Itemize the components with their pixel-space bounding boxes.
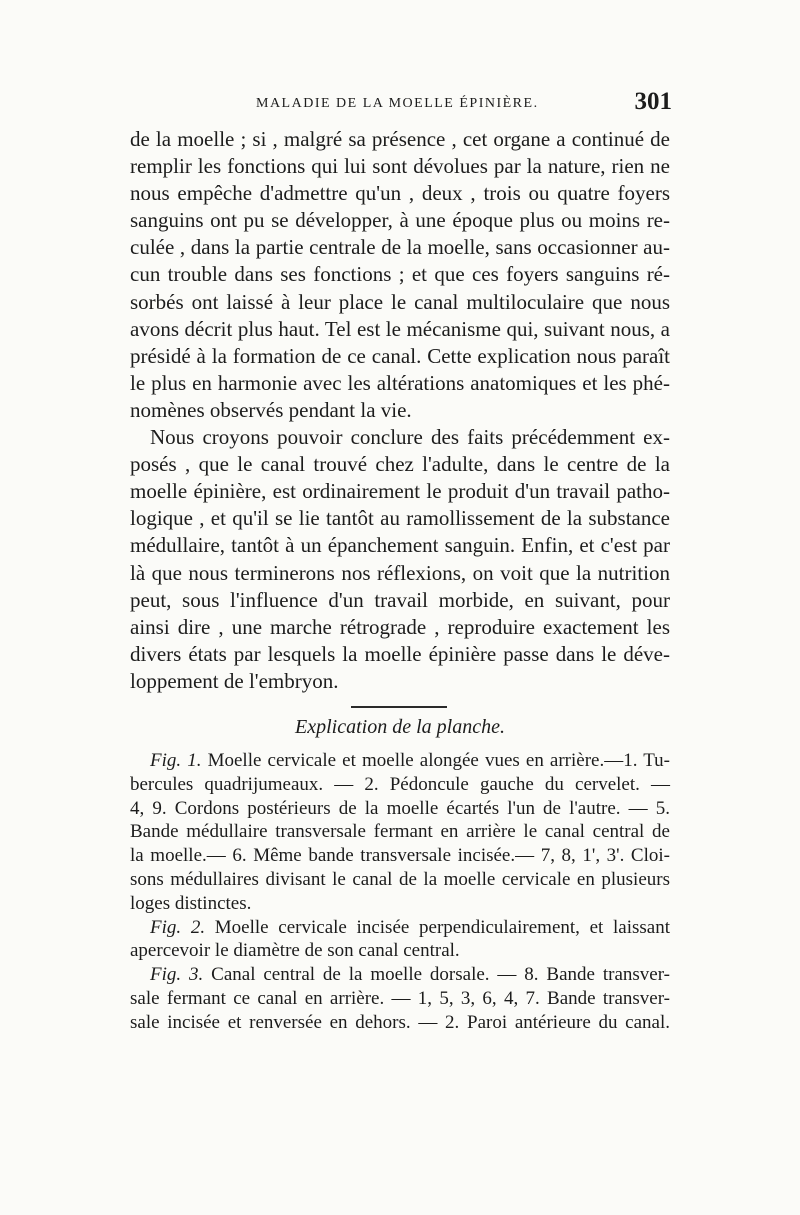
text-line: remplir les fonctions qui lui sont dévolues par la nature, rien ne bbox=[130, 154, 670, 179]
text-line: sorbés ont laissé à leur place le canal multiloculaire que nous bbox=[130, 289, 670, 314]
text-line: le plus en harmonie avec les altérations anatomiques et les phé- bbox=[130, 370, 670, 395]
caption-text: Moelle cervicale incisée perpendiculairement, et laissant bbox=[205, 916, 671, 938]
text-line: posés , que le canal trouvé chez l'adulte, dans le centre de la bbox=[130, 452, 670, 477]
caption-text: Moelle cervicale et moelle alongée vues en arrière.—1. Tu- bbox=[201, 750, 671, 771]
text-line: Bande médullaire transversale fermant en arrière le canal central de bbox=[130, 821, 670, 843]
text-line: avons décrit plus haut. Tel est le mécanisme qui, suivant nous, a bbox=[130, 316, 670, 341]
text-line: divers états par lesquels la moelle épinière passe dans le déve- bbox=[130, 641, 670, 666]
figure-1-caption bbox=[130, 749, 670, 916]
text-line: cun trouble dans ses fonctions ; et que ces foyers sanguins ré- bbox=[130, 262, 670, 287]
page-number: 301 bbox=[634, 88, 672, 115]
paragraph-1 bbox=[130, 126, 670, 424]
text-line: nous empêche d'admettre qu'un , deux , trois ou quatre foyers bbox=[130, 181, 670, 206]
text-line: apercevoir le diamètre de son canal central. bbox=[130, 940, 460, 962]
text-line: ainsi dire , une marche rétrograde , reproduire exactement les bbox=[130, 614, 670, 639]
text-line: de la moelle ; si , malgré sa présence , cet organe a continué de bbox=[130, 127, 670, 151]
caption-text: Canal central de la moelle dorsale. — 8. Bande transver- bbox=[203, 964, 670, 986]
text-line: culée , dans la partie centrale de la moelle, sans occasionner au- bbox=[130, 235, 670, 260]
text-line: bercules quadrijumeaux. — 2. Pédoncule gauche du cervelet. — bbox=[130, 773, 670, 795]
running-title: MALADIE DE LA MOELLE ÉPINIÈRE. bbox=[256, 96, 539, 111]
figure-label: Fig. 2. bbox=[150, 916, 206, 938]
plate-explanation-title: Explication de la planche. bbox=[295, 716, 505, 738]
text-line: 4, 9. Cordons postérieurs de la moelle écartés l'un de l'autre. — 5. bbox=[130, 797, 670, 819]
plate-explanation bbox=[130, 749, 670, 1035]
text-line: sanguins ont pu se développer, à une époque plus ou moins re- bbox=[130, 208, 670, 233]
page-header bbox=[130, 88, 672, 122]
text-line bbox=[130, 916, 670, 940]
text-line: Nous croyons pouvoir conclure des faits précédemment ex- bbox=[150, 425, 670, 450]
text-line: sale incisée et renversée en dehors. — 2. Paroi antérieure du canal. bbox=[130, 1011, 670, 1033]
text-line: nomènes observés pendant la vie. bbox=[130, 397, 412, 422]
text-line: la moelle.— 6. Même bande transversale incisée.— 7, 8, 1', 3'. Cloi- bbox=[130, 845, 670, 867]
figure-label: Fig. 1. bbox=[150, 750, 202, 771]
text-line: loppement de l'embryon. bbox=[130, 668, 339, 693]
text-line: loges distinctes. bbox=[130, 892, 252, 914]
figure-3-caption bbox=[130, 963, 670, 1034]
body-text bbox=[130, 126, 670, 695]
text-line: logique , et qu'il se lie tantôt au ramollissement de la substance bbox=[130, 506, 670, 531]
text-line: moelle épinière, est ordinairement le produit d'un travail patho- bbox=[130, 479, 670, 504]
text-line: présidé à la formation de ce canal. Cette explication nous paraît bbox=[130, 343, 670, 368]
figure-2-caption bbox=[130, 916, 670, 964]
paragraph-2 bbox=[130, 424, 670, 695]
text-line: sale fermant ce canal en arrière. — 1, 5, 3, 6, 4, 7. Bande transver- bbox=[130, 987, 670, 1009]
text-line: peut, sous l'influence d'un travail morbide, en suivant, pour bbox=[130, 587, 670, 612]
text-line: sons médullaires divisant le canal de la moelle cervicale en plusieurs bbox=[130, 868, 670, 890]
text-line bbox=[130, 749, 670, 773]
text-line: médullaire, tantôt à un épanchement sanguin. Enfin, et c'est par bbox=[130, 533, 670, 558]
section-divider bbox=[351, 706, 447, 708]
figure-label: Fig. 3. bbox=[150, 964, 204, 986]
text-line: là que nous terminerons nos réflexions, on voit que la nutrition bbox=[130, 560, 670, 585]
text-line bbox=[130, 963, 670, 987]
